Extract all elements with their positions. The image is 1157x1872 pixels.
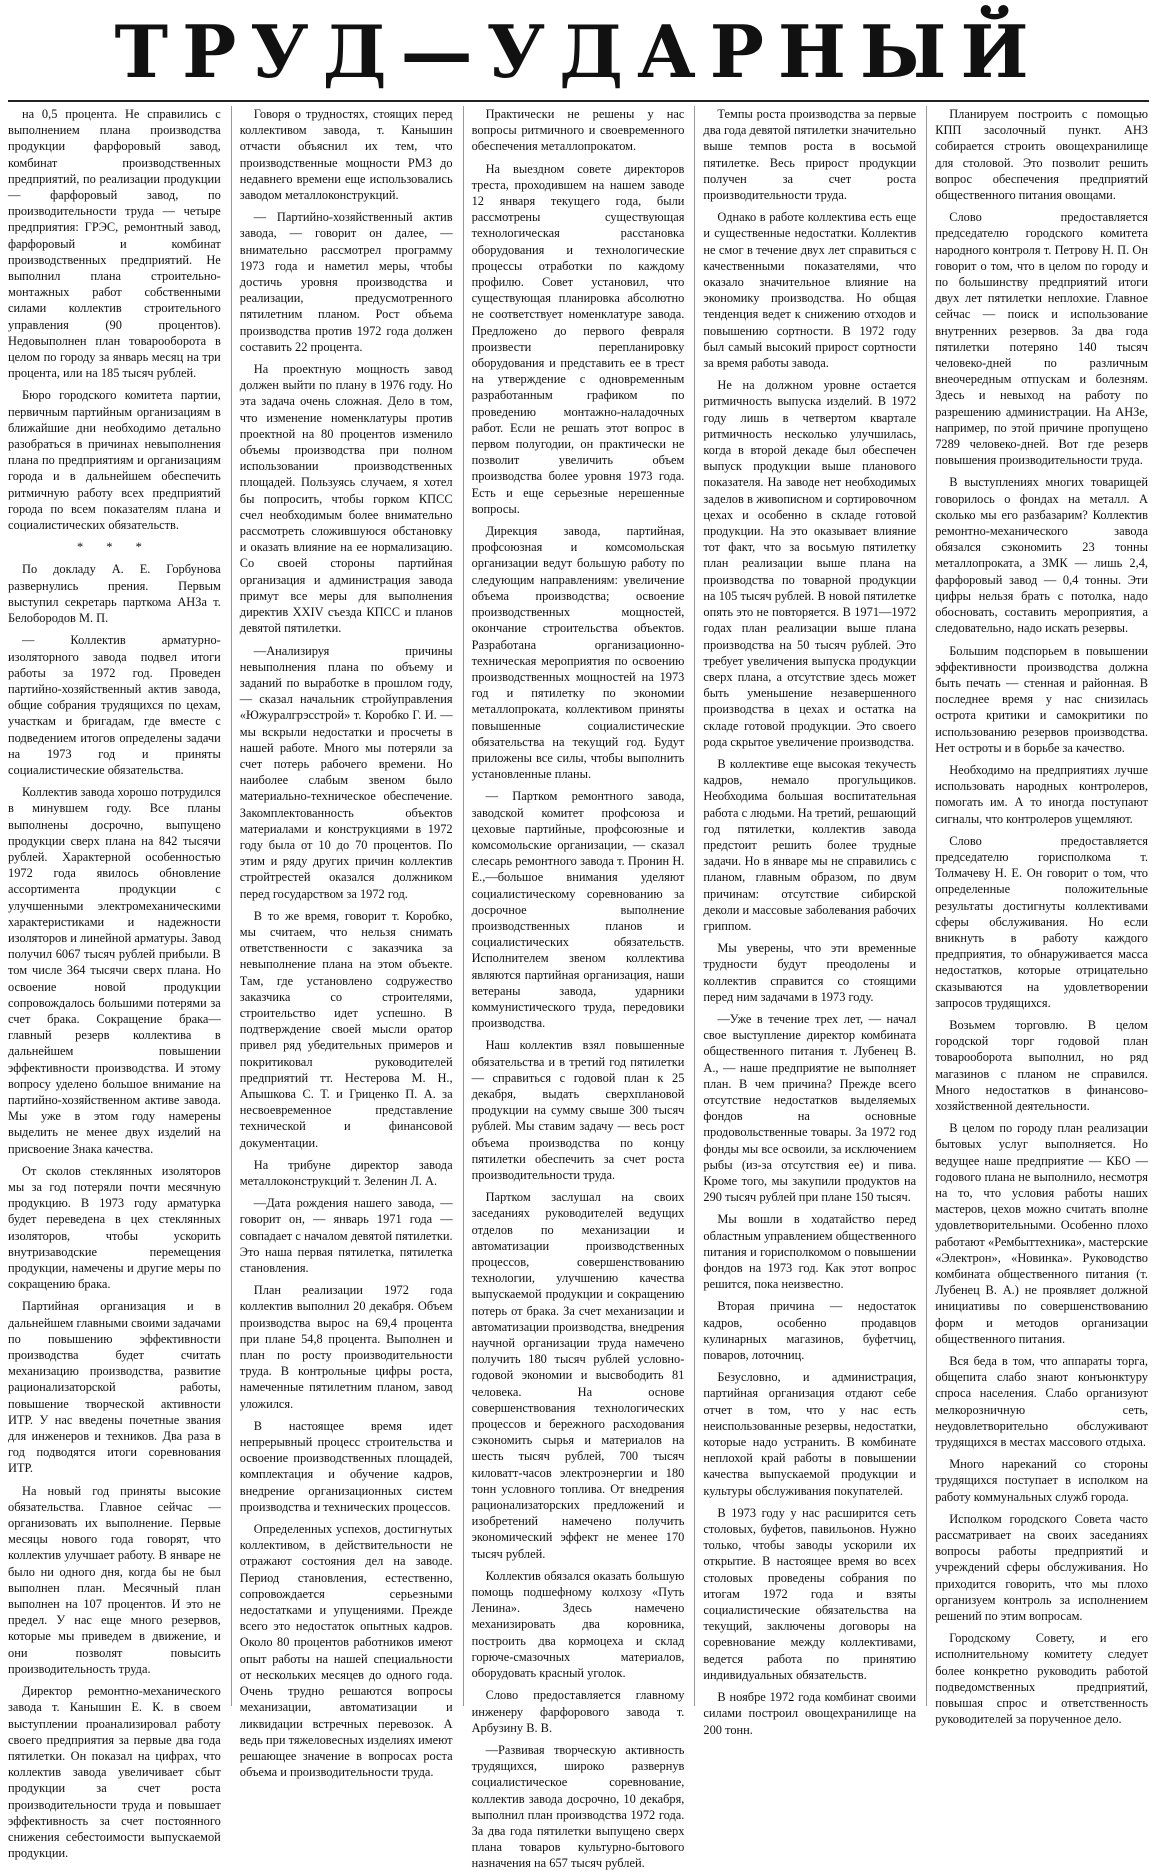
article-paragraph: — Коллектив арматурно-изоляторного завода подвел итоги работы за 1972 год. Проведен партийно-хозяйственный актив завода, общие собрания трудящихся по цехам, участкам и бригадам, где вместе с подведением итогов определены задачи на 1973 год и приняты социалистические обязательства.: [8, 633, 221, 777]
article-paragraph: —Дата рождения нашего завода, — говорит он, — январь 1971 года — совпадает с началом девятой пятилетки. Это наша первая пятилетка, пятилетка становления.: [239, 1196, 453, 1276]
article-paragraph: Планируем построить с помощью КПП засолочный пункт. АНЗ собирается строить овощехранилище для столовой. Это позволит решить вопрос обеспечения предприятий общественного питания овощами.: [935, 107, 1148, 203]
article-paragraph: На трибуне директор завода металлоконструкций т. Зеленин Л. А.: [239, 1157, 453, 1188]
article-paragraph: Партком заслушал на своих заседаниях руководителей ведущих отделов по механизации и автоматизации производственных процессов, совершенствованию технологии, улучшению качества выпускаемой продукции и сокращению потерь от брака. За счет механизации и автоматизации производства, внедрения научной организации труда намечено получить 180 тысяч рублей условно-годовой экономии и высвободить 81 человека. На основе совершенствования технологических процессов и бережного расходования сэкономить сырья и материалов на шесть тысяч рублей, 700 тысяч киловатт-часов электроэнергии и 180 тонн условного топлива. От внедрения рационализаторских предложений и изобретений намечено получить экономический эффект не менее 170 тысяч рублей.: [471, 1190, 685, 1561]
column-3: [463, 106, 685, 1871]
column-4: [694, 106, 917, 1737]
article-paragraph: на 0,5 процента. Не справились с выполнением плана производства продукции фарфоровый завод, комбинат производственных предприятий, по реализации продукции — фарфоровый завод, по производительности труда — четыре предприятия: ГРЭС, ремонтный завод, фарфоровый и комбинат производственных предприятий. Не выполнил плана строительно-монтажных работ собственными силами коллектив строительного управления (90 процентов). Недовыполнен план товарооборота в целом по городу за январь месяц на три процента, или на 185 тысяч рублей.: [8, 107, 221, 381]
column-5: [926, 106, 1148, 1727]
article-paragraph: Бюро городского комитета партии, первичным партийным организациям в ближайшие дни необходимо детально разобраться в причинах невыполнения плана по предприятиям и организациям города и в дальнейшем обеспечить ритмичную работу всех предприятий города по всем показателям плана и социалистических обязательств.: [8, 388, 221, 533]
article-paragraph: — Партийно-хозяйственный актив завода, — говорит он далее, — внимательно рассмотрел программу 1973 года и наметил меры, чтобы достичь уровня производства и реализации, предусмотренного пятилетним планом. Рост объема производства против 1972 года должен составить 22 процента.: [239, 210, 453, 354]
article-paragraph: На проектную мощность завод должен выйти по плану в 1976 году. Но эта задача очень сложная. Дело в том, что изменение номенклатуры против проектной на 80 процентов изменило объемы производства при полном использовании производственных площадей. Пользуясь случаем, я хотел бы попросить, чтобы горком КПСС счел необходимым более внимательно рассмотреть сложившуюся обстановку и оказать влияние на ее нормализацию. Со своей стороны партийная организация и администрация завода примут все меры для выполнения директив XXIV съезда КПСС и планов девятой пятилетки.: [239, 362, 453, 636]
article-paragraph: —Анализируя причины невыполнения плана по объему и заданий по выработке в прошлом году, — сказал начальник стройуправления «Южуралгрэсстрой» т. Коробко Г. И. — мы вскрыли недостатки и просчеты в нашей работе. Много мы потеряли за счет потерь рабочего времени. Но наиболее слабым звеном было материально-техническое обеспечение. Закомплектованность объектов материалами и конструкциями в 1972 году была от 10 до 70 процентов. По этим и ряду других причин коллектив стройтрестей оказался должником перед государством за 1972 год.: [239, 643, 453, 901]
article-paragraph: Дирекция завода, партийная, профсоюзная и комсомольская организации ведут большую работу по следующим направлениям: увеличение объема производства; освоение производственных мощностей, окончание строительства объектов. Разработана организационно-техническая мероприятия по освоению производственных мощностей на 1973 год и пятилетку по экономии металлопроката, коллективом приняты повышенные социалистические обязательства на текущий год. Будут приложены все силы, чтобы выполнить установленные планы.: [471, 524, 685, 782]
article-paragraph: В то же время, говорит т. Коробко, мы считаем, что нельзя снимать ответственности с заказчика за невыполнение плана на этом объекте. Там, где установлено содружество заказчика со строителями, строительство идет успешно. В подтверждение своей мысли оратор привел ряд убедительных примеров и покритиковал руководителей предприятий тт. Нестерова М. Н., Апышкова С. Т. и Гриценко П. А. за несвоевременное представление технической и финансовой документации.: [239, 908, 453, 1150]
article-paragraph: Исполком городского Совета часто рассматривает на своих заседаниях вопросы работы предприятий и учреждений сферы обслуживания. Но приходится говорить, что мы плохо организуем контроль за исполнением решений по этим вопросам.: [935, 1511, 1148, 1624]
article-paragraph: В ноябре 1972 года комбинат своими силами построил овощехранилище на 200 тонн.: [703, 1690, 917, 1737]
article-paragraph: —Уже в течение трех лет, — начал свое выступление директор комбината общественного питания т. Лубенец В. А., — наше предприятие не выполняет план. В чем причина? Прежде всего отсутствие недостатков выделяемых фондов на основные продовольственные товары. За 1972 год фонды мы все освоили, за исключением рыбы (из-за отсутствия ее) и пива. Кроме того, мы закупили продуктов на 290 тысяч рублей при плане 150 тысяч.: [703, 1011, 917, 1205]
article-paragraph: Безусловно, и администрация, партийная организация отдают себе отчет в том, что у нас есть неиспользованные резервы, недостатки, которые надо устранить. В комбинате неплохой край работы в повышении качества выпускаемой продукции и культуры обслуживания покупателей.: [703, 1370, 917, 1498]
article-paragraph: Много нареканий со стороны трудящихся поступает в исполком на работу коммунальных служб города.: [935, 1457, 1148, 1504]
article-paragraph: Темпы роста производства за первые два года девятой пятилетки значительно выше темпов роста в восьмой пятилетке. Весь прирост продукции получен за счет роста производительности труда.: [703, 107, 917, 203]
article-paragraph: — Партком ремонтного завода, заводской комитет профсоюза и цеховые партийные, профсоюзные и комсомольские организации, — сказал слесарь ремонтного завода т. Пронин Н. Е.,—большое внимания уделяют социалистическому соревнованию за досрочное выполнение производственных планов и социалистических обязательств. Исполнителем звеном коллектива являются партийная организация, наши ветераны завода, ударники коммунистического труда, передовики производства.: [471, 789, 685, 1031]
column-1: [8, 106, 221, 1861]
article-paragraph: На новый год приняты высокие обязательства. Главное сейчас — организовать их выполнение. Первые месяцы нового года говорят, что коллектив улучшает работу. В январе не было ни одного дня, когда бы не был выполнен план. Месячный план выполнен на 107 процентов. И это не предел. У нас еще много резервов, которые мы приведем в движение, и они позволят повысить производительность труда.: [8, 1483, 221, 1676]
article-paragraph: В настоящее время идет непрерывный процесс строительства и освоение производственных площадей, комплектация и обучение кадров, внедрение организационных систем производства и технических процессов.: [239, 1418, 453, 1514]
article-paragraph: Директор ремонтно-механического завода т. Канышин Е. К. в своем выступлении проанализировал работу своего предприятия за первые два года пятилетки. Он показал на цифрах, что коллектив завода увеличивает сбыт продукции за счет роста производительности труда и повышает эффективность за счет постоянного снижения себестоимости выпускаемой продукции.: [8, 1684, 221, 1861]
article-paragraph: Мы вошли в ходатайство перед областным управлением общественного питания и горисполкомом о повышении фондов на 1973 год. Как этот вопрос решится, пока неизвестно.: [703, 1212, 917, 1292]
article-paragraph: Большим подспорьем в повышении эффективности производства должна быть печать — стенная и районная. В последнее время у нас снизилась острота критики и самокритики по использованию резервов производства. Нет остроты и в борьбе за качество.: [935, 643, 1148, 755]
article-paragraph: Говоря о трудностях, стоящих перед коллективом завода, т. Канышин отчасти объяснил их тем, что производственные мощности РМЗ до недавнего времени еще использовались заводом металлоконструкций.: [239, 107, 453, 203]
article-paragraph: На выездном совете директоров треста, проходившем на нашем заводе 12 января текущего года, были рассмотрены существующая технологическая расстановка оборудования и технологические процессы отработки по каждому профилю. Совет установил, что существующая планировка абсолютно не соответствует номенклатуре завода. Предложено до первого февраля произвести перепланировку оборудования и представить ее в трест на утверждение с одновременным разработанным графиком по проведению монтажно-наладочных работ. Если не решать этот вопрос в первом полугодии, он практически не позволит увеличить объем производства более уровня 1973 года. Есть и еще серьезные нерешенные вопросы.: [471, 161, 685, 516]
headline: ТРУД—УДАРНЫЙ: [114, 9, 1043, 94]
article-paragraph: В выступлениях многих товарищей говорилось о фондах на металл. А сколько мы его разбазарим? Коллектив ремонтно-механического завода обязался сэкономить 23 тонны металлопроката, а ЗМК — лишь 2,4, фарфоровый завод — 0,4 тонны. Эти цифры нельзя брать с потолка, надо обосновать, составить мероприятия, а следовательно, надо искать резервы.: [935, 475, 1148, 636]
article-paragraph: Партийная организация и в дальнейшем главными своими задачами по повышению эффективности производства будет считать механизацию производства, развитие рационализаторской работы, повышение творческой активности ИТР. У нас введены почетные звания для инженеров и техников. Два раза в год подводятся итоги соревнования ИТР.: [8, 1299, 221, 1476]
article-paragraph: От сколов стеклянных изоляторов мы за год потеряли почти месячную продукцию. В 1973 году арматурка будет переведена в цех стеклянных изоляторов, чтобы ускорить внутризаводские перемещения продукции, намечены и другие меры по сокращению брака.: [8, 1163, 221, 1292]
article-paragraph: План реализации 1972 года коллектив выполнил 20 декабря. Объем производства вырос на 69,4 процента при плане 54,8 процента. Выполнен и план по росту производительности труда. В контрольные цифры роста, намеченные пятилетним планом, завод уложился.: [239, 1283, 453, 1411]
article-paragraph: Наш коллектив взял повышенные обязательства и в третий год пятилетки — справиться с годовой план к 25 декабря, выдать сверхплановой продукции на сумму свыше 300 тысяч рублей. Мы ставим задачу — весь рост объема производства по концу пятилетки обеспечить за счет роста производительности труда.: [471, 1038, 685, 1182]
article-paragraph: Коллектив обязался оказать большую помощь подшефному колхозу «Путь Ленина». Здесь намечено механизировать два коровника, построить два кормоцеха и склад горюче-смазочных материалов, оборудовать красный уголок.: [471, 1568, 685, 1681]
article-paragraph: Не на должном уровне остается ритмичность выпуска изделий. В 1972 году лишь в четвертом квартале ритмичность несколько улучшилась, когда в второй декаде был обеспечен выпуск продукции выше планового показателя. На заводе нет необходимых заделов в живописном и сортировочном цехах и особенно в складе готовой продукции. На это оказывает влияние тот факт, что за восьмую пятилетку план реализации выше плана на производства по товарной продукции на 105 тысяч рублей. В новой пятилетке опять это не повторяется. В 1971—1972 годах план реализации выше плана производства на 50 тысяч рублей. Это требует увеличения выпуска продукции сверх плана, а отсутствие здесь может быть уменьшение незавершенного производства в цехах и остатка на складе готовой продукции. Это своего рода скрытое увеличение производства.: [703, 378, 917, 749]
article-paragraph: * * *: [77, 540, 152, 555]
article-paragraph: По докладу А. Е. Горбунова развернулись прения. Первым выступил секретарь парткома АНЗа т. Белобородов М. П.: [8, 562, 221, 626]
article-paragraph: Городскому Совету, и его исполнительному комитету следует более конкретно руководить работой подведомственных предприятий, повышая спрос и ответственность руководителей за порученное дело.: [935, 1631, 1148, 1727]
article-paragraph: Возьмем торговлю. В целом городской торг годовой план товарооборота выполнил, но ряд магазинов с планом не справился. Много недостатков в финансово-хозяйственной деятельности.: [935, 1017, 1148, 1113]
article-paragraph: Вся беда в том, что аппараты торга, общепита слабо знают конъюнктуру спроса населения. Слабо организуют мелкорозничную сеть, неудовлетворительно обслуживают трудящихся в местах массового отдыха.: [935, 1354, 1148, 1450]
article-paragraph: Практически не решены у нас вопросы ритмичного и своевременного обеспечения металлопрокатом.: [471, 107, 685, 154]
article-paragraph: Определенных успехов, достигнутых коллективом, в действительности не отражают состояния дел на заводе. Период становления, естественно, сопровождается серьезными недостатками и упущениями. Прежде всего это недостаток опытных кадров. Около 80 процентов работников имеют опыт работы на нашей специальности от нескольких месяцев до одного года. Очень трудно решаются вопросы механизации, автоматизации и ликвидации встречных перевозок. А ведь при тяжеловесных изделиях имеют решающее значение в вопросах роста объема и производительности труда.: [239, 1522, 453, 1780]
article-paragraph: Слово предоставляется председателю горисполкома т. Толмачеву Н. Е. Он говорит о том, что определенные положительные результаты достигнуты коллективами сферы обслуживания. Но если вникнуть в работу каждого предприятия, то обнаруживается масса недостатков, которые отрицательно сказываются на удовлетворении запросов трудящихся.: [935, 833, 1148, 1010]
article-paragraph: В 1973 году у нас расширится сеть столовых, буфетов, павильонов. Нужно только, чтобы заводы ускорили их открытие. В настоящее время во всех столовых проведены собрания по итогам 1972 года и взяты социалистические обязательства на текущий, заключены договоры на соревнование между коллективами, ведется работа по принятию индивидуальных обязательств.: [703, 1505, 917, 1682]
article-paragraph: Слово предоставляется главному инженеру фарфорового завода т. Арбузину В. В.: [471, 1688, 685, 1735]
article-paragraph: Мы уверены, что эти временные трудности будут преодолены и коллектив справится со стоящими перед ним задачами в 1973 году.: [703, 941, 917, 1004]
column-2: [231, 106, 453, 1780]
article-paragraph: Необходимо на предприятиях лучше использовать народных контролеров, помогать им. А то иногда поступают сигналы, что контролеров ущемляют.: [935, 762, 1148, 826]
article-paragraph: Однако в работе коллектива есть еще и существенные недостатки. Коллектив не смог в течение двух лет справиться с качественными показателями, что оказало значительное влияние на экономику производства. Но общая тенденция ведет к снижению отходов и повышению сортности. В 1972 году был самый высокий прирост сортности за время работы завода.: [703, 210, 917, 371]
headline-rule: [8, 100, 1149, 102]
article-paragraph: Слово предоставляется председателю городского комитета народного контроля т. Петрову Н. П. Он говорит о том, что в целом по городу и по большинству предприятий итоги двух лет пятилетки неплохие. Главное сейчас — поиск и использование внутренних резервов. За два года пятилетки потеряно 140 тысяч человеко-дней по различным внеочередным отпускам и болезням. Здесь и невыход на работу по разрешению администрации. На АНЗе, например, по этой причине пропущено 7289 человеко-дней. Вот где резерв повышения производительности труда.: [935, 210, 1148, 468]
article-paragraph: —Развивая творческую активность трудящихся, широко развернув социалистическое соревнование, коллектив завода досрочно, 10 декабря, выполнил план производства 1972 года. За два года пятилетки выпущено сверх плана товаров культурно-бытового назначения на 657 тысяч рублей.: [471, 1742, 685, 1871]
article-columns: [8, 106, 1148, 1871]
article-paragraph: Вторая причина — недостаток кадров, особенно продавцов кулинарных магазинов, буфетчиц, поваров, лоточниц.: [703, 1299, 917, 1363]
article-paragraph: В коллективе еще высокая текучесть кадров, немало прогульщиков. Необходима большая воспитательная работа с людьми. На третий, решающий год пятилетки, коллектив завода предстоит решить более трудные задачи. Но в январе мы не справились с планом, главным образом, по двум причинам: отсутствие сибирской деколи и массовые заболевания рабочих гриппом.: [703, 756, 917, 933]
article-paragraph: В целом по городу план реализации бытовых услуг выполняется. Но ведущее наше предприятие — КБО — годового плана не выполнило, несмотря на то, что условия работы наших мастеров, цехов можно считать вполне удовлетворительными. Особенно плохо работают «Рембыттехника», мастерские «Электрон», «Новинка». Руководство комбината общественного питания (т. Лубенец В. А.) не проявляет должной инициативы по совершенствованию форм и методов организации общественного питания.: [935, 1121, 1148, 1346]
article-paragraph: Коллектив завода хорошо потрудился в минувшем году. Все планы выполнены досрочно, выпущено продукции сверх плана на 842 тысячи рублей. Характерной особенностью 1972 года явилось обновление ассортимента продукции с улучшенными электромеханическими характеристиками и надежности изоляторов и линейной арматуры. Завод получил 6067 тысяч рублей прибыли. В том числе 364 тысячи сверх плана. Но освоение новой продукции сопровождалось большими потерями за счет брака. Сокращение брака—главный резерв коллектива в дальнейшем повышении эффективности производства. И этому вопросу уделено большое внимание на партийно-хозяйственном активе завода. Мы уже в этом году намерены выделить не менее двух изделий на присвоение Знака качества.: [8, 785, 221, 1156]
